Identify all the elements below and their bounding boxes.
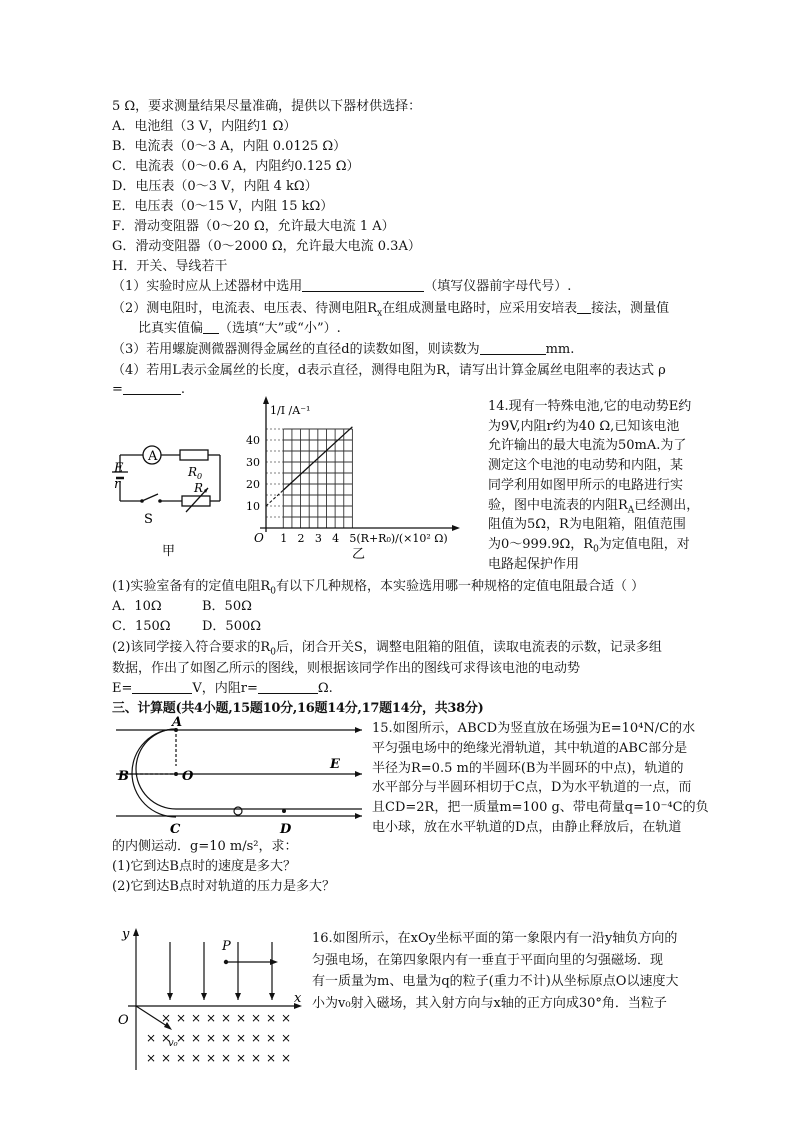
q14-part2-line3: E= V，内阻r= Ω.: [112, 681, 333, 696]
svg-text:O: O: [182, 769, 194, 784]
q14-line: 同学利用如图甲所示的电路进行实: [488, 477, 684, 493]
switch-contact-icon: [140, 499, 144, 503]
cross-mark: ×: [176, 1011, 187, 1025]
q16-line: 有一质量为m、电量为q的粒子(重力不计)从坐标原点O以速度大: [312, 974, 679, 989]
q14-line: 阻值为5Ω，R为电阻箱，阻值范围: [488, 517, 686, 533]
section-3-heading: 三、计算题(共4小题,15题10分,16题14分,17题14分，共38分): [112, 701, 484, 716]
field-arrow-icon: [355, 813, 362, 819]
option-item: H．开关、导线若干: [112, 259, 228, 274]
q14-part2-line2: 数据，作出了如图乙所示的图线，则根据该同学作出的图线可求得该电池的电动势: [112, 661, 581, 676]
q14-line: 电路起保护作用: [488, 556, 580, 572]
y-axis-arrow-icon: [263, 396, 269, 404]
x-tick-label: 5: [349, 532, 357, 545]
x-tick-label: 3: [314, 532, 322, 545]
q13-part4: （4）若用L表示金属丝的长度，d表示直径，测得电阻为R，请写出计算金属丝电阻率的表达式 ρ: [112, 363, 666, 378]
option-item: G．滑动变阻器（0～2000 Ω，允许最大电流 0.3A）: [112, 239, 421, 254]
cross-mark: ×: [251, 1031, 262, 1045]
field-arrow-icon: [167, 993, 173, 1000]
q15-line: 且CD=2R，把一质量m=100 g、带电荷量q=10⁻⁴C的负: [372, 800, 709, 816]
origin-label: O: [254, 531, 264, 545]
series-line-extrapolated: [266, 490, 283, 506]
svg-text:E: E: [114, 461, 124, 476]
q15-sub1: (1)它到达B点时的速度是多大？: [112, 859, 296, 874]
q14-line: 为0～999.9Ω，$R_0$为定值电阻，对: [488, 536, 690, 555]
answer-blank[interactable]: [302, 278, 424, 292]
q14-line: 测定这个电池的电动势和内阻，某: [488, 458, 684, 474]
svg-text:R: R: [194, 481, 204, 495]
cross-mark: ×: [221, 1051, 232, 1065]
q15-figure: [112, 716, 366, 840]
option-item: B．电流表（0～3 A，内阻 0.0125 Ω）: [112, 139, 347, 154]
svg-text:y: y: [122, 927, 130, 942]
q14-line: 为9V,内阻r约为40 Ω,已知该电池: [488, 418, 680, 434]
cross-mark: ×: [266, 1051, 277, 1065]
y-axis-arrow-icon: [133, 928, 139, 936]
q15-line: 电小球，放在水平轨道的D点，由静止释放后，在轨道: [372, 820, 682, 835]
point-o-marker: [174, 772, 178, 776]
choice-d[interactable]: D．500Ω: [202, 619, 262, 634]
answer-blank[interactable]: [123, 381, 181, 395]
x-tick-label: 4: [332, 532, 340, 545]
answer-blank[interactable]: [480, 341, 546, 355]
y-axis-label: 1/I /A⁻¹: [270, 404, 311, 417]
answer-blank[interactable]: [258, 680, 318, 694]
cross-mark: ×: [206, 1031, 217, 1045]
y-tick-label: 30: [246, 456, 260, 469]
q14-choices-row1: [112, 598, 252, 616]
q13-part3: （3）若用螺旋测微器测得金属丝的直径d的读数如图，则读数为 mm.: [112, 342, 575, 357]
cross-mark: ×: [161, 1051, 172, 1065]
choice-c[interactable]: C．150Ω: [112, 619, 171, 634]
chart-1-over-I: [240, 396, 480, 566]
cross-mark: ×: [191, 1011, 202, 1025]
cross-mark: ×: [281, 1051, 292, 1065]
y-tick-label: 20: [246, 478, 260, 491]
field-arrow-icon: [235, 993, 241, 1000]
field-arrow-icon: [201, 993, 207, 1000]
answer-blank[interactable]: [577, 300, 591, 314]
svg-text:P: P: [222, 939, 231, 954]
cross-mark: ×: [236, 1051, 247, 1065]
choice-a[interactable]: A．10Ω: [112, 599, 162, 614]
x-tick-label: 2: [297, 532, 305, 545]
q16-line: 16.如图所示，在xOy坐标平面的第一象限内有一沿y轴负方向的: [312, 931, 678, 946]
cross-mark: ×: [236, 1031, 247, 1045]
option-item: D．电压表（0～3 V，内阻 4 kΩ）: [112, 179, 318, 194]
x-axis-arrow-icon: [452, 525, 460, 531]
svg-text:r: r: [114, 477, 121, 492]
cross-mark: ×: [176, 1031, 187, 1045]
cross-mark: ×: [191, 1051, 202, 1065]
q15-line: 水平部分与半圆环相切于C点，D为水平轨道的一点，而: [372, 780, 692, 796]
q16-figure: [108, 924, 308, 1074]
q14-line: 14.现有一特殊电池,它的电动势E约: [488, 399, 692, 414]
q13-part4-cont: = .: [112, 382, 186, 397]
q15-line: 15.如图所示，ABCD为竖直放在场强为E=10⁴N/C的水: [372, 721, 696, 736]
option-item: F．滑动变阻器（0～20 Ω，允许最大电流 1 A）: [112, 219, 395, 234]
cross-mark: ×: [161, 1031, 172, 1045]
q15-line: 平匀强电场中的绝缘光滑轨道，其中轨道的ABC部分是: [372, 740, 688, 756]
ammeter-icon: [143, 446, 161, 464]
velocity-arrow-icon: [270, 959, 278, 965]
cross-mark: ×: [281, 1011, 292, 1025]
option-item: C．电流表（0～0.6 A，内阻约0.125 Ω）: [112, 159, 360, 174]
cross-mark: ×: [191, 1031, 202, 1045]
q16-line: 小为v₀射入磁场，其入射方向与x轴的正方向成30°角．当粒子: [312, 995, 667, 1011]
svg-text:A: A: [148, 449, 158, 464]
cross-mark: ×: [146, 1031, 157, 1045]
q14-choices-row2: [112, 618, 261, 636]
svg-text:C: C: [170, 822, 181, 837]
q13-part2: （2）测电阻时，电流表、电压表、待测电阻$R_x$在组成测量电路时，应采用安培表 接法，测量值: [112, 301, 670, 319]
cross-mark: ×: [206, 1011, 217, 1025]
switch-contact-icon: [158, 499, 162, 503]
y-tick-label: 10: [246, 500, 260, 513]
q14-line: 允许输出的最大电流为50mA.为了: [488, 438, 687, 454]
q13-intro: 5 Ω，要求测量结果尽量准确，提供以下器材供选择：: [112, 99, 422, 114]
cross-mark: ×: [266, 1031, 277, 1045]
svg-text:A: A: [172, 716, 183, 730]
q14-part1: (1)实验室备有的定值电阻$R_0$有以下几种规格，本实验选用哪一种规格的定值电阻最合适（ ）: [112, 579, 645, 597]
point-p-marker: [224, 960, 228, 964]
svg-text:D: D: [280, 822, 292, 837]
svg-text:乙: 乙: [352, 547, 366, 562]
cross-mark: ×: [146, 1051, 157, 1065]
cross-mark: ×: [221, 1011, 232, 1025]
point-d-marker: [282, 809, 286, 813]
r0-label: $R_0$: [188, 465, 203, 481]
cross-mark: ×: [251, 1011, 262, 1025]
cross-mark: ×: [251, 1051, 262, 1065]
svg-text:B: B: [118, 769, 129, 784]
svg-text:O: O: [118, 1013, 129, 1028]
q14-part2: (2)该同学接入符合要求的$R_0$后，闭合开关S，调整电阻箱的阻值，读取电流表的示数，记录多组: [112, 640, 662, 658]
cross-mark: ×: [281, 1031, 292, 1045]
q15-sub2: (2)它到达B点时对轨道的压力是多大？: [112, 879, 335, 894]
field-arrow-icon: [355, 771, 362, 777]
q13-part1: （1）实验时应从上述器材中选用 （填写仪器前字母代号）.: [112, 279, 572, 294]
circuit-diagram-jia: [108, 422, 228, 562]
cross-mark: ×: [206, 1051, 217, 1065]
svg-text:S: S: [144, 512, 153, 527]
q16-line: 匀强电场，在第四象限内有一垂直于平面向里的匀强磁场．现: [312, 952, 664, 968]
answer-blank[interactable]: [132, 680, 192, 694]
q13-part2-cont: 比真实值偏 （选填“大”或“小”）.: [138, 321, 341, 336]
option-item: E．电压表（0～15 V，内阻 15 kΩ）: [112, 199, 334, 214]
cross-mark: ×: [266, 1011, 277, 1025]
q15-line: 半径为R=0.5 m的半圆环(B为半圆环的中点)，轨道的: [372, 760, 684, 776]
cross-mark: ×: [221, 1031, 232, 1045]
svg-text:v₀: v₀: [168, 1038, 178, 1049]
x-tick-label: 1: [280, 532, 288, 545]
cross-mark: ×: [176, 1051, 187, 1065]
cross-mark: ×: [161, 1011, 172, 1025]
x-axis-label: (R+R₀)/(×10² Ω): [356, 532, 448, 545]
q14-line: 验，图中电流表的内阻$R_A$已经测出，: [488, 497, 700, 516]
svg-text:x: x: [294, 991, 302, 1006]
svg-text:E: E: [330, 757, 340, 772]
svg-text:甲: 甲: [162, 544, 176, 559]
q15-line7: 的内侧运动．g=10 m/s²，求：: [112, 839, 298, 854]
field-arrow-icon: [355, 727, 362, 733]
field-arrow-icon: [269, 993, 275, 1000]
choice-b[interactable]: B．50Ω: [202, 599, 252, 614]
answer-blank[interactable]: [203, 320, 219, 334]
cross-mark: ×: [236, 1011, 247, 1025]
y-tick-label: 40: [246, 434, 260, 447]
option-item: A．电池组（3 V，内阻约1 Ω）: [112, 119, 297, 134]
